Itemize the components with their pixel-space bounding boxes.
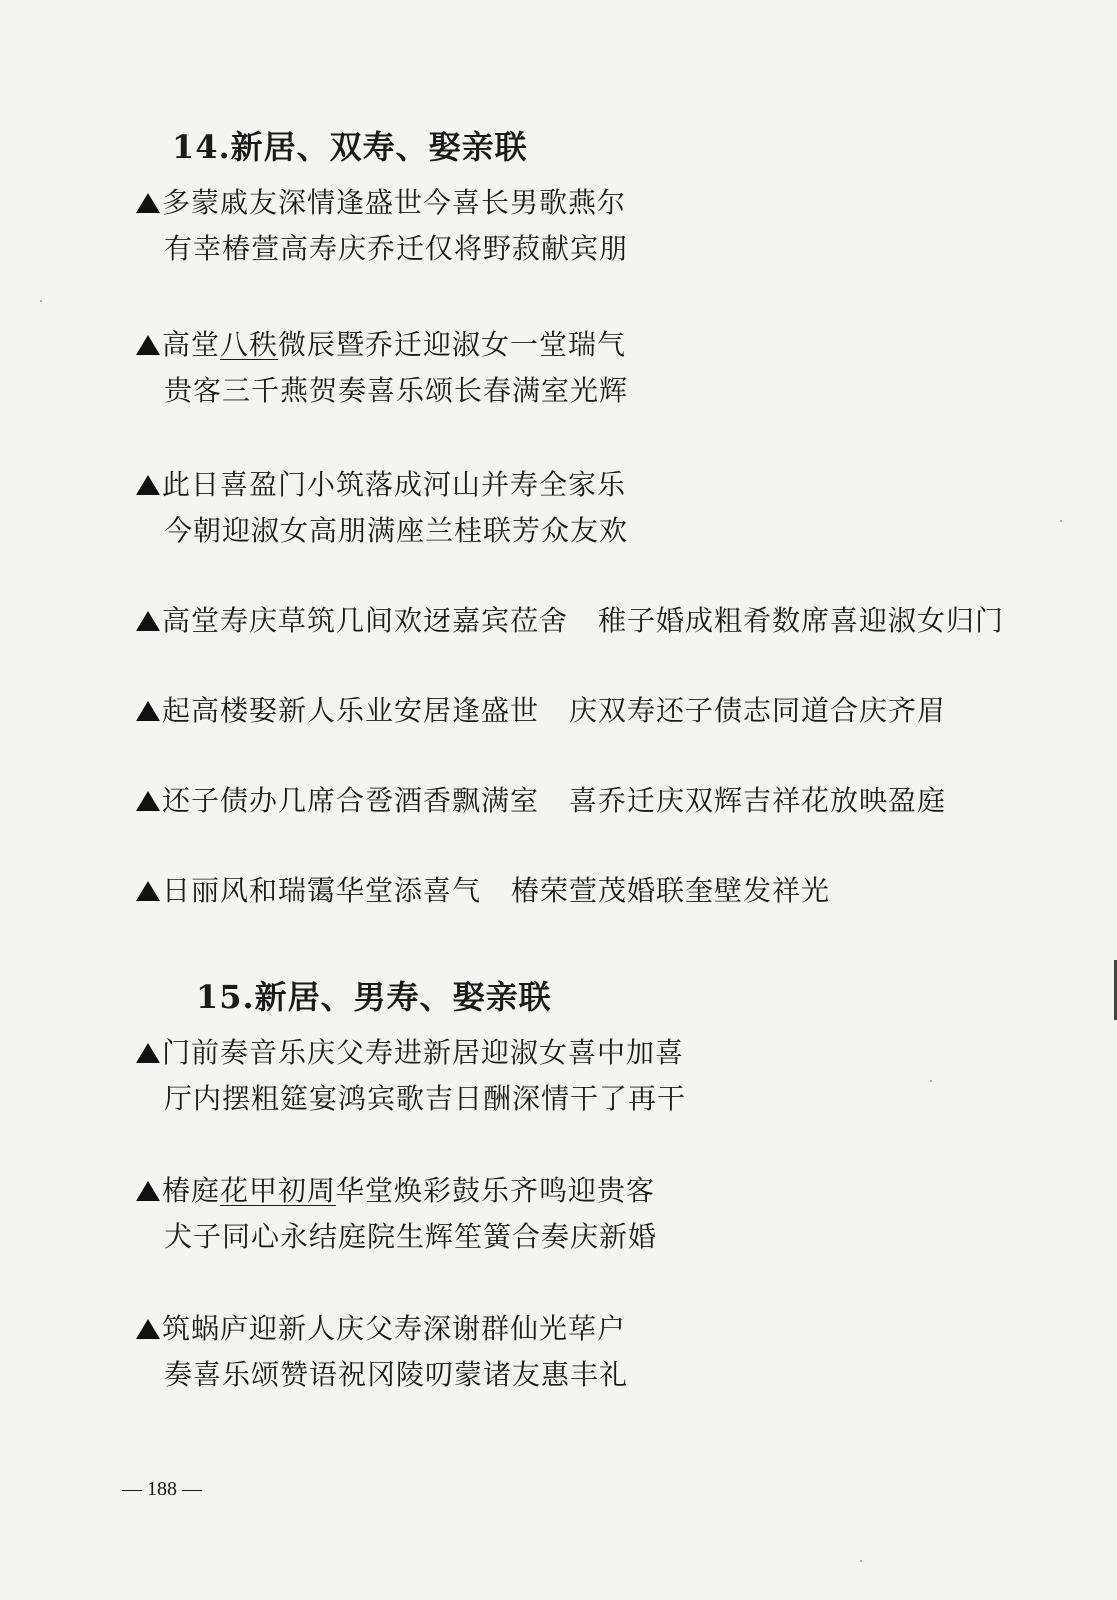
triangle-bullet-icon	[136, 1043, 160, 1063]
couplet-line-lower: 奏喜乐颂赞语祝冈陵叨蒙诸友惠丰礼	[164, 1358, 629, 1391]
couplet-line-single: 还子债办几席合卺酒香飘满室 喜乔迁庆双辉吉祥花放映盈庭	[136, 784, 946, 818]
couplet-line-upper: 多蒙戚友深情逢盛世今喜长男歌燕尔	[136, 186, 626, 220]
couplet-line-lower: 贵客三千燕贺奏喜乐颂长春满室光辉	[164, 374, 629, 407]
section-heading-14: 14.新居、双寿、娶亲联	[172, 128, 528, 166]
couplet-line-upper: 高堂八秩微辰暨乔迁迎淑女一堂瑞气	[136, 328, 626, 362]
triangle-bullet-icon	[136, 1181, 160, 1201]
section-heading-15: 15.新居、男寿、娶亲联	[196, 978, 552, 1016]
couplet-line-lower: 犬子同心永结庭院生辉笙簧合奏庆新婚	[164, 1220, 658, 1253]
couplet-line-lower: 有幸椿萱高寿庆乔迁仅将野菽献宾朋	[164, 232, 629, 265]
scan-speck	[930, 1080, 932, 1082]
triangle-bullet-icon	[136, 701, 160, 721]
page-number: — 188 —	[122, 1478, 202, 1500]
triangle-bullet-icon	[136, 335, 160, 355]
couplet-line-upper: 门前奏音乐庆父寿进新居迎淑女喜中加喜	[136, 1036, 684, 1070]
couplet-line-single: 起高楼娶新人乐业安居逢盛世 庆双寿还子债志同道合庆齐眉	[136, 694, 946, 728]
couplet-line-single: 高堂寿庆草筑几间欢迓嘉宾莅舍 稚子婚成粗肴数席喜迎淑女归门	[136, 604, 1004, 638]
couplet-line-upper: 筑蜗庐迎新人庆父寿深谢群仙光荜户	[136, 1312, 626, 1346]
triangle-bullet-icon	[136, 193, 160, 213]
couplet-line-lower: 厅内摆粗筵宴鸿宾歌吉日酬深情干了再干	[164, 1082, 687, 1115]
scan-speck	[40, 300, 42, 302]
underlined-phrase: 花甲初周	[220, 1174, 337, 1207]
couplet-line-lower: 今朝迎淑女高朋满座兰桂联芳众友欢	[164, 514, 629, 547]
triangle-bullet-icon	[136, 475, 160, 495]
couplet-line-upper: 椿庭花甲初周华堂焕彩鼓乐齐鸣迎贵客	[136, 1174, 655, 1208]
underlined-phrase: 八秩	[220, 328, 279, 361]
triangle-bullet-icon	[136, 1319, 160, 1339]
couplet-line-single: 日丽风和瑞霭华堂添喜气 椿荣萱茂婚联奎壁发祥光	[136, 874, 830, 908]
couplet-line-upper: 此日喜盈门小筑落成河山并寿全家乐	[136, 468, 626, 502]
triangle-bullet-icon	[136, 881, 160, 901]
triangle-bullet-icon	[136, 611, 160, 631]
scan-speck	[1060, 520, 1062, 522]
triangle-bullet-icon	[136, 791, 160, 811]
scan-speck	[860, 1560, 862, 1562]
